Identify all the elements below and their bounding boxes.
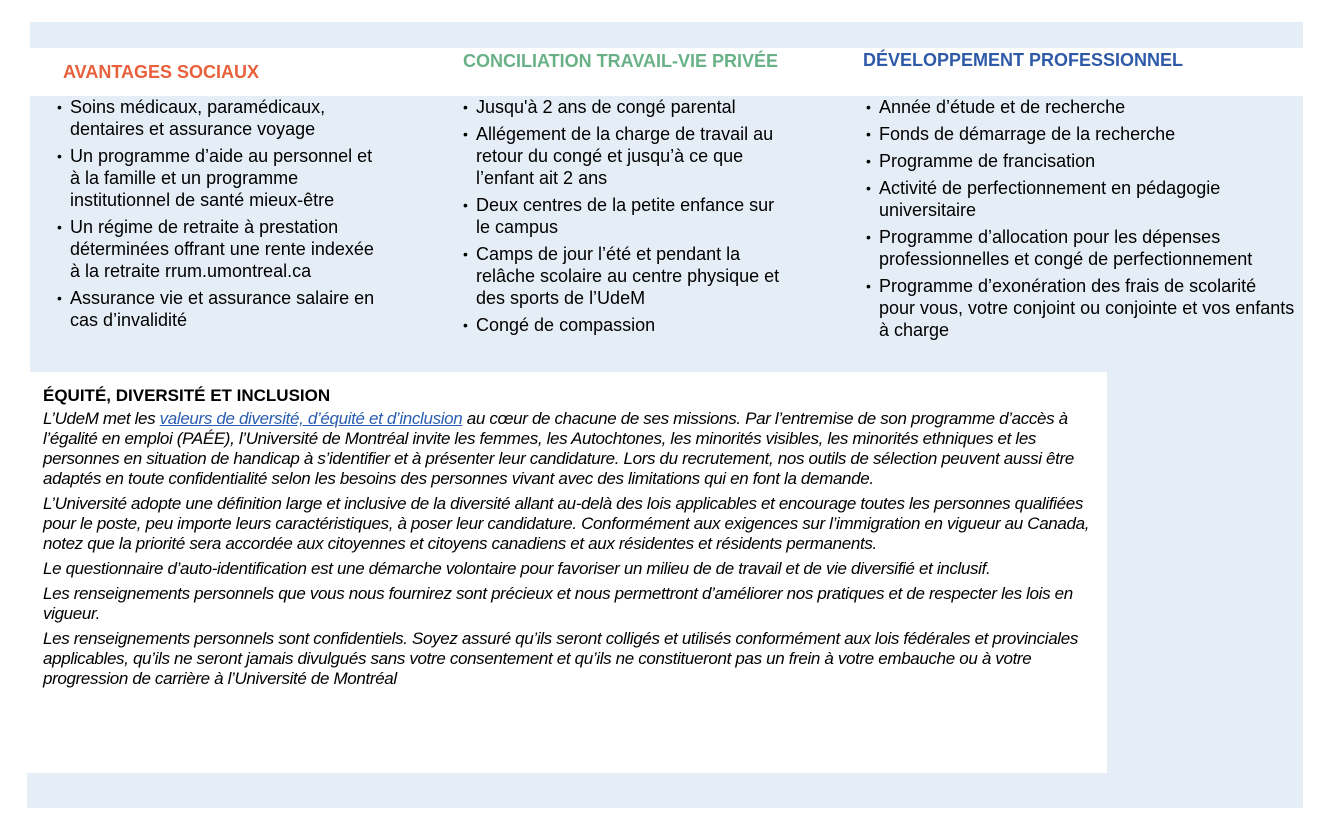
list-item: • Assurance vie et assurance salaire en cas d’invalidité — [57, 287, 387, 331]
list-avantages-sociaux — [57, 96, 387, 336]
list-item: • Année d’étude et de recherche — [866, 96, 1296, 118]
equity-title: ÉQUITÉ, DIVERSITÉ ET INCLUSION — [43, 386, 331, 405]
list-item: • Camps de jour l’été et pendant la relâche scolaire au centre physique et des sports de l’UdeM — [463, 243, 793, 309]
list-item: • Programme d’exonération des frais de scolarité pour vous, votre conjoint ou conjointe et vos enfants à charge — [866, 275, 1296, 341]
equity-section — [43, 386, 1103, 694]
equity-paragraph: Les renseignements personnels que vous nous fournirez sont précieux et nous permettront d’améliorer nos pratiques et de respecter les lois en vigueur. — [43, 584, 1073, 623]
list-item: • Un régime de retraite à prestation déterminées offrant une rente indexée à la retraite rrum.umontreal.ca — [57, 216, 387, 282]
equity-paragraph: Les renseignements personnels sont confidentiels. Soyez assuré qu’ils seront colligés et utilisés conformément aux lois fédérales et provinciales applicables, qu’ils ne seront jamais divulgués sans votre consentement et qu’ils ne constitueront pas un frein à votre embauche ou à votre progression de carrière à l’Université de Montréal — [43, 629, 1078, 688]
equity-paragraph: Le questionnaire d’auto-identification est une démarche volontaire pour favoriser un milieu de de travail et de vie diversifié et inclusif. — [43, 559, 991, 578]
list-item: • Un programme d’aide au personnel et à la famille et un programme institutionnel de santé mieux-être — [57, 145, 387, 211]
list-item: • Programme d’allocation pour les dépenses professionnelles et congé de perfectionnement — [866, 226, 1296, 270]
diversity-values-link[interactable]: valeurs de diversité, d’équité et d’inclusion — [159, 409, 463, 428]
background-footer — [27, 773, 1303, 808]
equity-paragraph: L’Université adopte une définition large et inclusive de la diversité allant au-delà des lois applicables et encourage toutes les personnes qualifiées pour le poste, peu importe leurs caractéristiques, à poser leur candidature. Conformément aux exigences sur l’immigration en vigueur au Canada, notez que la priorité sera accordée aux citoyennes et citoyens canadiens et aux résidentes et résidents permanents. — [43, 494, 1090, 553]
equity-paragraph — [43, 409, 1103, 489]
list-item: • Congé de compassion — [463, 314, 793, 336]
heading-avantages-sociaux: AVANTAGES SOCIAUX — [63, 62, 260, 82]
heading-developpement: DÉVELOPPEMENT PROFESSIONNEL — [863, 50, 1184, 70]
list-item: • Jusqu'à 2 ans de congé parental — [463, 96, 793, 118]
list-developpement — [866, 96, 1296, 346]
text: au cœur de chacune de ses missions. Par l’entremise de son programme d’accès à l’égalité en emploi (PAÉE), l’Université de Montréal invite les femmes, les Autochtones, les minorités visibles, les minorités ethniques et les personnes en situation de handicap à s’identifier et à présenter leur candidature. Lors du recrutement, nos outils de sélection peuvent aussi être adaptés en toute confidentialité selon les besoins des personnes vivant avec des limitations qui en font la demande. — [43, 409, 1074, 488]
list-item: • Programme de francisation — [866, 150, 1296, 172]
text: L’UdeM met les — [43, 409, 160, 428]
list-item: • Soins médicaux, paramédicaux, dentaires et assurance voyage — [57, 96, 387, 140]
list-conciliation — [463, 96, 793, 341]
list-item: • Activité de perfectionnement en pédagogie universitaire — [866, 177, 1296, 221]
heading-conciliation: CONCILIATION TRAVAIL-VIE PRIVÉE — [463, 51, 779, 71]
list-item: • Deux centres de la petite enfance sur le campus — [463, 194, 793, 238]
list-item: • Fonds de démarrage de la recherche — [866, 123, 1296, 145]
list-item: • Allégement de la charge de travail au retour du congé et jusqu’à ce que l’enfant ait 2 ans — [463, 123, 793, 189]
